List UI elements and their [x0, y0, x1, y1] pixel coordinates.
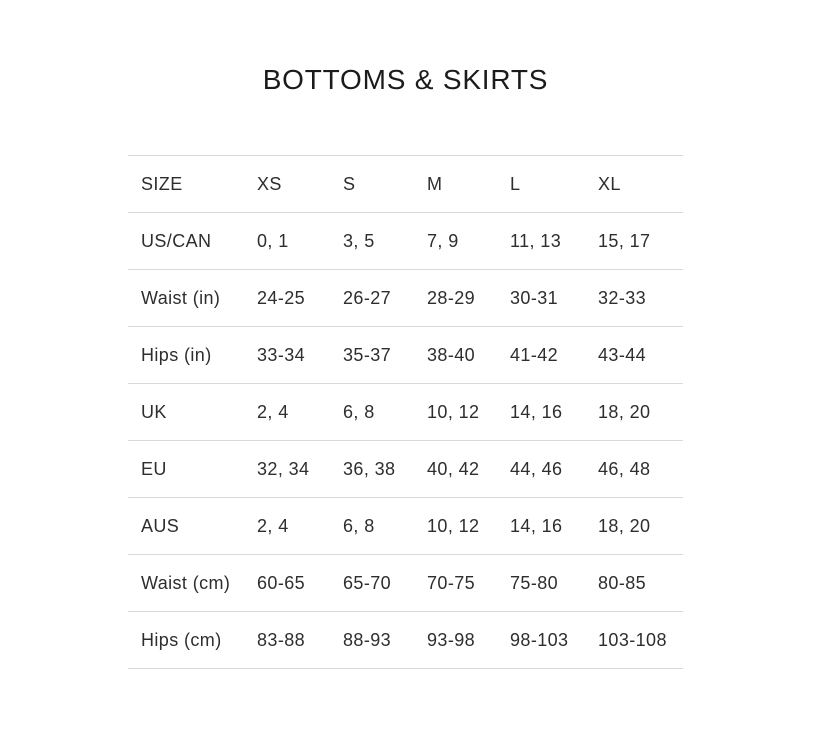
table-cell: 14, 16 [510, 498, 598, 555]
row-label: AUS [128, 498, 257, 555]
row-label: EU [128, 441, 257, 498]
table-row-eu [128, 441, 683, 498]
table-cell: 65-70 [343, 555, 427, 612]
row-label: Waist (cm) [128, 555, 257, 612]
table-cell: 46, 48 [598, 441, 683, 498]
table-cell: 2, 4 [257, 498, 343, 555]
table-cell: 88-93 [343, 612, 427, 669]
table-cell: 7, 9 [427, 213, 510, 270]
table-cell: 36, 38 [343, 441, 427, 498]
column-header-size: SIZE [128, 156, 257, 213]
table-cell: 6, 8 [343, 498, 427, 555]
table-cell: 41-42 [510, 327, 598, 384]
row-label: Waist (in) [128, 270, 257, 327]
table-cell: 33-34 [257, 327, 343, 384]
table-cell: 44, 46 [510, 441, 598, 498]
table-cell: 11, 13 [510, 213, 598, 270]
column-header-s: S [343, 156, 427, 213]
column-header-xs: XS [257, 156, 343, 213]
table-cell: 60-65 [257, 555, 343, 612]
column-header-l: L [510, 156, 598, 213]
table-cell: 10, 12 [427, 498, 510, 555]
table-cell: 15, 17 [598, 213, 683, 270]
table-cell: 43-44 [598, 327, 683, 384]
row-label: UK [128, 384, 257, 441]
table-cell: 103-108 [598, 612, 683, 669]
table-cell: 18, 20 [598, 498, 683, 555]
table-row-hips-cm [128, 612, 683, 669]
table-cell: 0, 1 [257, 213, 343, 270]
page-title: BOTTOMS & SKIRTS [262, 64, 549, 95]
table-cell: 10, 12 [427, 384, 510, 441]
table-row-us-can [128, 213, 683, 270]
table-row-waist-in [128, 270, 683, 327]
row-label: Hips (in) [128, 327, 257, 384]
table-cell: 3, 5 [343, 213, 427, 270]
table-cell: 30-31 [510, 270, 598, 327]
size-chart-table [128, 155, 683, 669]
table-row-uk [128, 384, 683, 441]
row-label: Hips (cm) [128, 612, 257, 669]
row-label: US/CAN [128, 213, 257, 270]
table-cell: 26-27 [343, 270, 427, 327]
table-row-aus [128, 498, 683, 555]
table-row-hips-in [128, 327, 683, 384]
column-header-m: M [427, 156, 510, 213]
table-cell: 70-75 [427, 555, 510, 612]
table-cell: 28-29 [427, 270, 510, 327]
table-header-row [128, 156, 683, 213]
table-cell: 14, 16 [510, 384, 598, 441]
table-cell: 18, 20 [598, 384, 683, 441]
table-cell: 75-80 [510, 555, 598, 612]
table-cell: 93-98 [427, 612, 510, 669]
table-cell: 2, 4 [257, 384, 343, 441]
table-cell: 32-33 [598, 270, 683, 327]
table-cell: 24-25 [257, 270, 343, 327]
table-cell: 83-88 [257, 612, 343, 669]
table-cell: 6, 8 [343, 384, 427, 441]
table-row-waist-cm [128, 555, 683, 612]
table-cell: 80-85 [598, 555, 683, 612]
table-cell: 35-37 [343, 327, 427, 384]
table-cell: 32, 34 [257, 441, 343, 498]
column-header-xl: XL [598, 156, 683, 213]
table-cell: 40, 42 [427, 441, 510, 498]
table-cell: 98-103 [510, 612, 598, 669]
table-cell: 38-40 [427, 327, 510, 384]
